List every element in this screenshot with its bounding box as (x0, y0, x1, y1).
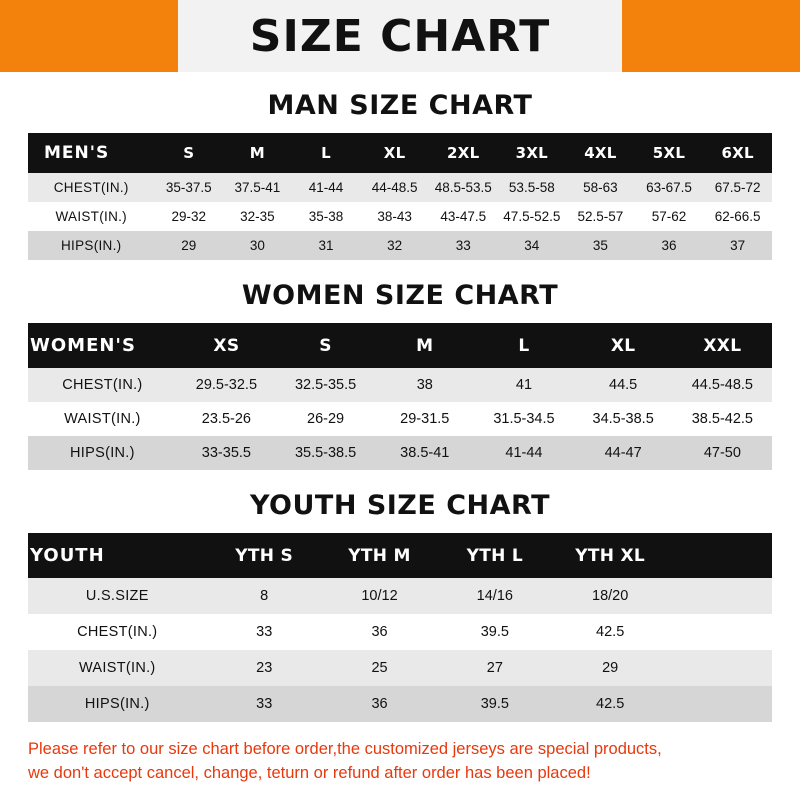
women-size-table (28, 323, 772, 470)
women-row-2-cell-1: 35.5-38.5 (276, 436, 375, 470)
women-row-0-cell-4: 44.5 (574, 368, 673, 402)
women-row-2-cell-5: 47-50 (673, 436, 772, 470)
men-row-1-cell-7: 57-62 (635, 202, 704, 231)
women-header-row (28, 323, 772, 368)
women-table-body (28, 368, 772, 470)
youth-header-cell-2: YTH M (322, 533, 437, 578)
men-row-2-cell-6: 35 (566, 231, 635, 260)
women-row-1-cell-2: 29-31.5 (375, 402, 474, 436)
women-row-1-cell-0: 23.5-26 (177, 402, 276, 436)
youth-row-0-cell-1: 10/12 (322, 578, 437, 614)
men-row-0-cell-3: 44-48.5 (360, 173, 429, 202)
men-row-0-cell-5: 53.5-58 (498, 173, 567, 202)
men-row-2-cell-5: 34 (498, 231, 567, 260)
men-header-cell-1: S (154, 133, 223, 173)
youth-row-1-cell-0: 33 (207, 614, 322, 650)
women-row-2-label: HIPS(IN.) (28, 436, 177, 470)
men-row-1-cell-2: 35-38 (292, 202, 361, 231)
women-row-1-cell-3: 31.5-34.5 (474, 402, 573, 436)
table-row (28, 202, 772, 231)
youth-section-title: YOUTH SIZE CHART (249, 490, 551, 521)
youth-header-cell-4: YTH XL (552, 533, 667, 578)
men-row-2-cell-2: 31 (292, 231, 361, 260)
women-row-0-cell-3: 41 (474, 368, 573, 402)
women-header-cell-1: XS (177, 323, 276, 368)
women-table-head (28, 323, 772, 368)
women-header-cell-0: WOMEN'S (28, 323, 177, 368)
men-header-cell-9: 6XL (703, 133, 772, 173)
men-row-0-cell-1: 37.5-41 (223, 173, 292, 202)
table-row (28, 402, 772, 436)
youth-row-2-spacer (668, 650, 772, 686)
men-row-0-cell-0: 35-37.5 (154, 173, 223, 202)
women-row-1-cell-5: 38.5-42.5 (673, 402, 772, 436)
men-header-row (28, 133, 772, 173)
women-section (0, 280, 800, 470)
men-row-1-cell-5: 47.5-52.5 (498, 202, 567, 231)
youth-section (0, 490, 800, 722)
youth-row-3-cell-2: 39.5 (437, 686, 552, 722)
youth-header-cell-0: YOUTH (28, 533, 207, 578)
youth-row-3-cell-3: 42.5 (552, 686, 667, 722)
women-row-0-cell-5: 44.5-48.5 (673, 368, 772, 402)
men-header-cell-3: L (292, 133, 361, 173)
women-row-1-label: WAIST(IN.) (28, 402, 177, 436)
men-row-2-cell-7: 36 (635, 231, 704, 260)
women-header-cell-2: S (276, 323, 375, 368)
men-row-2-cell-8: 37 (703, 231, 772, 260)
men-header-cell-2: M (223, 133, 292, 173)
youth-row-2-cell-0: 23 (207, 650, 322, 686)
youth-row-0-spacer (668, 578, 772, 614)
men-row-2-label: HIPS(IN.) (28, 231, 154, 260)
youth-row-1-cell-2: 39.5 (437, 614, 552, 650)
women-row-2-cell-4: 44-47 (574, 436, 673, 470)
men-section (0, 90, 800, 260)
youth-row-1-label: CHEST(IN.) (28, 614, 207, 650)
youth-row-0-label: U.S.SIZE (28, 578, 207, 614)
women-section-title: WOMEN SIZE CHART (241, 280, 559, 311)
youth-size-table (28, 533, 772, 722)
men-table-body (28, 173, 772, 260)
footer-disclaimer-line-2: we don't accept cancel, change, teturn or refund after order has been placed! (28, 763, 591, 782)
men-row-1-label: WAIST(IN.) (28, 202, 154, 231)
table-row (28, 614, 772, 650)
men-row-1-cell-0: 29-32 (154, 202, 223, 231)
women-header-cell-3: M (375, 323, 474, 368)
youth-row-0-cell-0: 8 (207, 578, 322, 614)
youth-row-2-label: WAIST(IN.) (28, 650, 207, 686)
women-header-cell-6: XXL (673, 323, 772, 368)
youth-header-cell-3: YTH L (437, 533, 552, 578)
youth-row-3-spacer (668, 686, 772, 722)
men-row-0-cell-6: 58-63 (566, 173, 635, 202)
footer-disclaimer-line-1: Please refer to our size chart before order,the customized jerseys are special products, (28, 740, 662, 758)
men-row-0-cell-8: 67.5-72 (703, 173, 772, 202)
table-row (28, 368, 772, 402)
table-row (28, 578, 772, 614)
women-row-0-cell-2: 38 (375, 368, 474, 402)
youth-row-3-cell-1: 36 (322, 686, 437, 722)
youth-row-1-cell-3: 42.5 (552, 614, 667, 650)
men-row-0-cell-4: 48.5-53.5 (429, 173, 498, 202)
youth-row-3-label: HIPS(IN.) (28, 686, 207, 722)
youth-header-cell-1: YTH S (207, 533, 322, 578)
youth-row-1-spacer (668, 614, 772, 650)
women-row-2-cell-3: 41-44 (474, 436, 573, 470)
youth-row-3-cell-0: 33 (207, 686, 322, 722)
men-row-1-cell-3: 38-43 (360, 202, 429, 231)
men-header-cell-4: XL (360, 133, 429, 173)
men-row-1-cell-6: 52.5-57 (566, 202, 635, 231)
table-row (28, 650, 772, 686)
men-row-2-cell-0: 29 (154, 231, 223, 260)
women-row-2-cell-0: 33-35.5 (177, 436, 276, 470)
youth-table-head (28, 533, 772, 578)
table-row (28, 173, 772, 202)
men-row-2-cell-1: 30 (223, 231, 292, 260)
header-banner-inner (0, 0, 800, 72)
women-row-0-label: CHEST(IN.) (28, 368, 177, 402)
banner-accent-right (622, 0, 800, 72)
table-row (28, 686, 772, 722)
men-row-2-cell-4: 33 (429, 231, 498, 260)
men-section-title: MAN SIZE CHART (267, 90, 533, 121)
women-row-0-cell-1: 32.5-35.5 (276, 368, 375, 402)
youth-header-row (28, 533, 772, 578)
page-title: SIZE CHART (249, 10, 551, 62)
women-row-2-cell-2: 38.5-41 (375, 436, 474, 470)
men-size-table (28, 133, 772, 260)
men-header-cell-0: MEN'S (28, 133, 154, 173)
youth-table-body (28, 578, 772, 722)
men-row-2-cell-3: 32 (360, 231, 429, 260)
youth-row-0-cell-2: 14/16 (437, 578, 552, 614)
youth-row-0-cell-3: 18/20 (552, 578, 667, 614)
men-row-0-label: CHEST(IN.) (28, 173, 154, 202)
table-row (28, 231, 772, 260)
youth-row-2-cell-1: 25 (322, 650, 437, 686)
header-banner (0, 0, 800, 72)
men-row-1-cell-1: 32-35 (223, 202, 292, 231)
youth-row-2-cell-2: 27 (437, 650, 552, 686)
youth-row-2-cell-3: 29 (552, 650, 667, 686)
men-table-head (28, 133, 772, 173)
women-header-cell-5: XL (574, 323, 673, 368)
banner-accent-left (0, 0, 178, 72)
men-header-cell-6: 3XL (498, 133, 567, 173)
youth-row-1-cell-1: 36 (322, 614, 437, 650)
women-header-cell-4: L (474, 323, 573, 368)
women-row-0-cell-0: 29.5-32.5 (177, 368, 276, 402)
men-row-1-cell-4: 43-47.5 (429, 202, 498, 231)
women-row-1-cell-4: 34.5-38.5 (574, 402, 673, 436)
men-header-cell-5: 2XL (429, 133, 498, 173)
men-row-0-cell-2: 41-44 (292, 173, 361, 202)
table-row (28, 436, 772, 470)
men-header-cell-8: 5XL (635, 133, 704, 173)
footer-disclaimer (0, 738, 800, 786)
youth-header-spacer (668, 533, 772, 578)
men-row-0-cell-7: 63-67.5 (635, 173, 704, 202)
men-row-1-cell-8: 62-66.5 (703, 202, 772, 231)
men-header-cell-7: 4XL (566, 133, 635, 173)
women-row-1-cell-1: 26-29 (276, 402, 375, 436)
